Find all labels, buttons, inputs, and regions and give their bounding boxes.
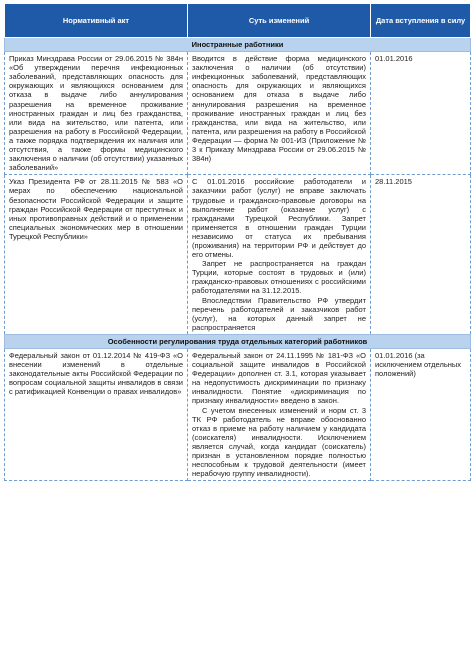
date-cell: 01.01.2016 (за исключением отдельных положений): [371, 349, 471, 481]
regulation-table-container: [4, 3, 470, 481]
table-header-row: [5, 4, 471, 38]
essence-paragraph: С 01.01.2016 российские работодатели и заказчики работ (услуг) не вправе заключать трудовые и гражданско-правовые договоры на выполнение работ (оказание услуг) с гражданами Турецкой Республики. Запрет применяется в отношении граждан Турции независимо от статуса их пребывания (проживания) на территории РФ и действует до его отмены.: [192, 177, 366, 260]
essence-paragraph: Запрет не распространяется на граждан Турции, которые состоят в трудовых и (или) гражданско-правовых отношениях с российскими работодателями на 31.12.2015.: [192, 259, 366, 296]
essence-paragraph: С учетом внесенных изменений и норм ст. 3 ТК РФ работодатель не вправе обоснованно отказ в приеме на работу наличием у кандидата (соискателя) инвалидности. Исключением является случай, когда кандидат (соискатель) признан в установленном порядке полностью неспособным к трудовой деятельности (имеет нерабочую группу инвалидности).: [192, 405, 366, 479]
regulation-changes-table: [4, 3, 471, 481]
act-cell: Указ Президента РФ от 28.11.2015 № 583 «О мерах по обеспечению национальной безопасности Российской Федерации и защите граждан Российской Федерации от преступных и иных противоправных действий и о применении специальных экономических мер в отношении Турецкой Республики»: [5, 175, 188, 335]
act-cell: Федеральный закон от 01.12.2014 № 419-ФЗ «О внесении изменений в отдельные законодательные акты Российской Федерации по вопросам социальной защиты инвалидов в связи с ратификацией Конвенции о правах инвалидов»: [5, 349, 188, 481]
header-date: Дата вступления в силу: [371, 4, 471, 38]
section-title: Особенности регулирования труда отдельных категорий работников: [5, 334, 471, 348]
date-cell: 28.11.2015: [371, 175, 471, 335]
section-row-foreign-workers: [5, 38, 471, 52]
table-row: [5, 349, 471, 481]
essence-paragraph: Впоследствии Правительство РФ утвердит перечень работодателей и заказчиков работ (услуг), на которых данный запрет не распространяется: [192, 295, 366, 332]
essence-cell: [188, 349, 371, 481]
table-row: [5, 52, 471, 175]
essence-paragraph: Федеральный закон от 24.11.1995 № 181-ФЗ «О социальной защите инвалидов в Российской Федерации» дополнен ст. 3.1, которая указывает на недопустимость дискриминации по признаку инвалидности. Понятие «дискриминация по признаку инвалидности» введено в закон.: [192, 351, 366, 406]
section-title: Иностранные работники: [5, 38, 471, 52]
essence-cell: [188, 52, 371, 175]
essence-paragraph: Вводится в действие форма медицинского заключения о наличии (об отсутствии) инфекционных заболеваний, представляющих опасность для окружающих и являющихся основанием для отказа в выдаче либо аннулирования разрешения на временное проживание иностранных граждан и лиц без гражданства, или вида на жительство, или патента, или разрешения на работу в Российской Федерации — форма № 001-ИЗ (Приложение № 3 к Приказу Минздрава России от 29.06.2015 № 384н): [192, 54, 366, 164]
table-row: [5, 175, 471, 335]
essence-cell: [188, 175, 371, 335]
header-essence: Суть изменений: [188, 4, 371, 38]
act-cell: Приказ Минздрава России от 29.06.2015 № 384н «Об утверждении перечня инфекционных заболеваний, представляющих опасность для окружающих и являющихся основанием для отказа в выдаче либо аннулирования разрешения на временное проживание иностранных граждан и лиц без гражданства, или вида на жительство, или патента, или разрешения на работу в Российской Федерации, а также порядка подтверждения их наличия или отсутствия, а также формы медицинского заключения о наличии (об отсутствии) указанных заболеваний»: [5, 52, 188, 175]
header-act: Нормативный акт: [5, 4, 188, 38]
date-cell: 01.01.2016: [371, 52, 471, 175]
section-row-special-categories: [5, 334, 471, 348]
